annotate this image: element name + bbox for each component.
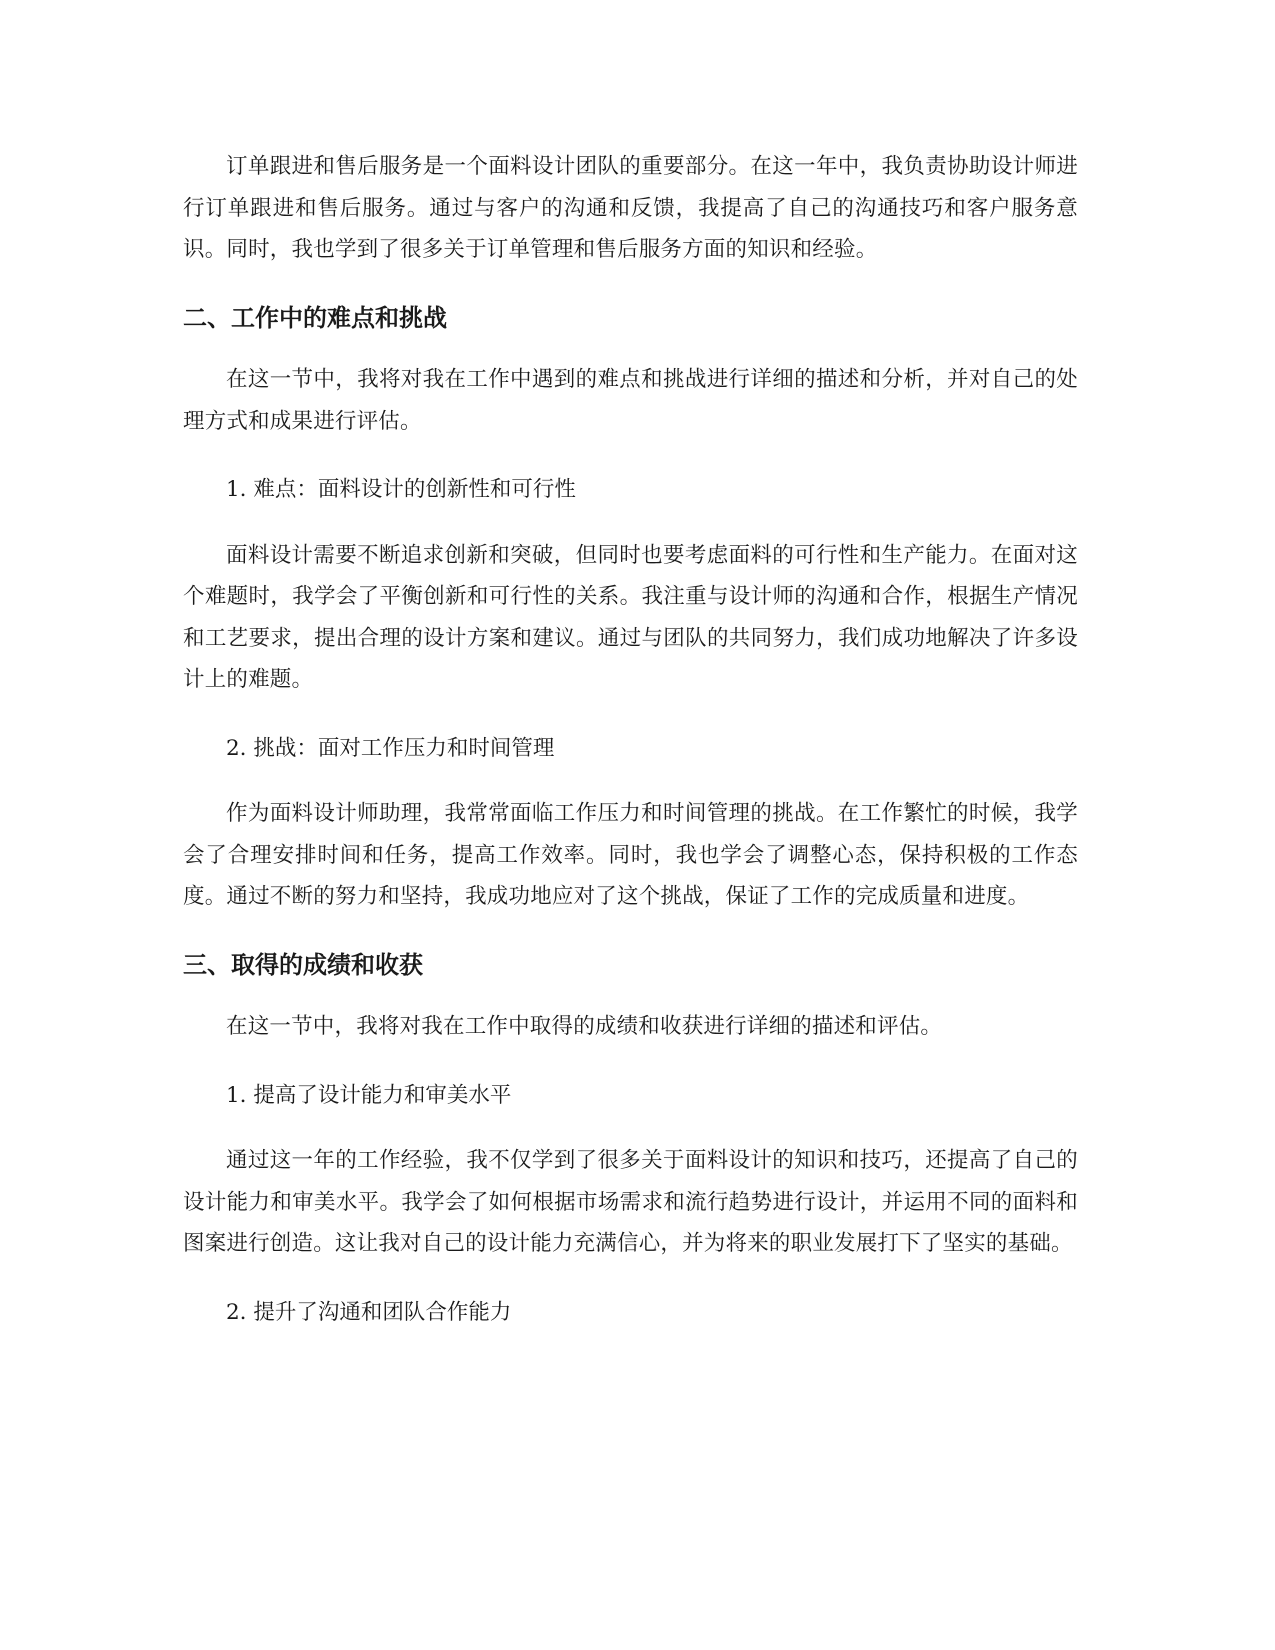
subheading-teamwork: 2. 提升了沟通和团队合作能力 bbox=[226, 1299, 512, 1325]
paragraph-design-ability: 通过这一年的工作经验，我不仅学到了很多关于面料设计的知识和技巧，还提高了自己的设计能力和审美水平。我学会了如何根据市场需求和流行趋势进行设计，并运用不同的面料和图案进行创造。这让我对自己的设计能力充满信心，并为将来的职业发展打下了坚实的基础。 bbox=[183, 1148, 1078, 1256]
paragraph-difficulties-intro: 在这一节中，我将对我在工作中遇到的难点和挑战进行详细的描述和分析，并对自己的处理方式和成果进行评估。 bbox=[183, 367, 1078, 434]
subheading-design-ability: 1. 提高了设计能力和审美水平 bbox=[226, 1082, 512, 1108]
paragraph-innovation: 面料设计需要不断追求创新和突破，但同时也要考虑面料的可行性和生产能力。在面对这个难题时，我学会了平衡创新和可行性的关系。我注重与设计师的沟通和合作，根据生产情况和工艺要求，提出合理的设计方案和建议。通过与团队的共同努力，我们成功地解决了许多设计上的难题。 bbox=[183, 542, 1078, 692]
paragraph-order-followup: 订单跟进和售后服务是一个面料设计团队的重要部分。在这一年中，我负责协助设计师进行订单跟进和售后服务。通过与客户的沟通和反馈，我提高了自己的沟通技巧和客户服务意识。同时，我也学到了很多关于订单管理和售后服务方面的知识和经验。 bbox=[183, 154, 1078, 262]
paragraph-time-management: 作为面料设计师助理，我常常面临工作压力和时间管理的挑战。在工作繁忙的时候，我学会了合理安排时间和任务，提高工作效率。同时，我也学会了调整心态，保持积极的工作态度。通过不断的努力和坚持，我成功地应对了这个挑战，保证了工作的完成质量和进度。 bbox=[183, 801, 1078, 909]
subheading-innovation: 1. 难点：面料设计的创新性和可行性 bbox=[226, 477, 576, 502]
paragraph-achievements-intro: 在这一节中，我将对我在工作中取得的成绩和收获进行详细的描述和评估。 bbox=[226, 1014, 943, 1039]
document-page bbox=[183, 146, 1078, 1357]
section-heading-achievements: 三、取得的成绩和收获 bbox=[183, 950, 423, 979]
subheading-time-management: 2. 挑战：面对工作压力和时间管理 bbox=[226, 735, 555, 761]
section-heading-difficulties: 二、工作中的难点和挑战 bbox=[183, 303, 447, 332]
